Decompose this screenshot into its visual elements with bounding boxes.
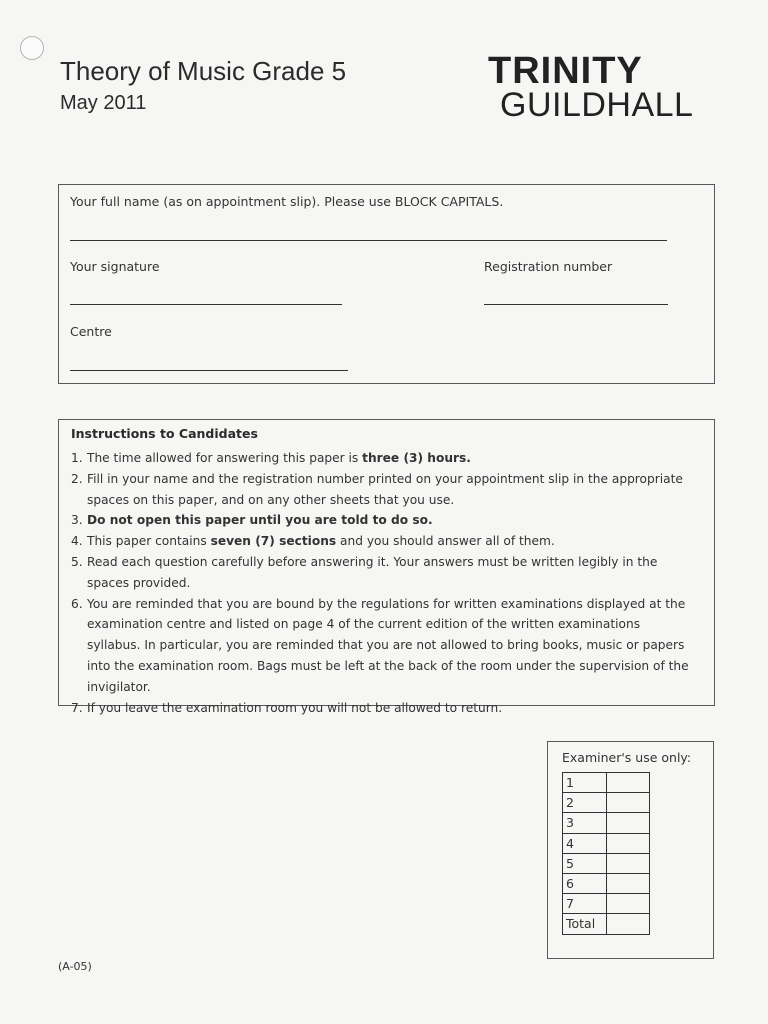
section-label: 2 <box>563 793 607 813</box>
section-label: 5 <box>563 853 607 873</box>
full-name-line[interactable] <box>70 240 667 241</box>
instruction-text: The time allowed for answering this paper is <box>87 451 363 465</box>
instruction-number: 1. <box>71 451 83 465</box>
table-row <box>563 853 650 873</box>
instruction-item <box>71 552 696 594</box>
instruction-item <box>71 448 696 469</box>
section-label: 7 <box>563 894 607 914</box>
table-row <box>563 793 650 813</box>
table-row <box>563 914 650 934</box>
table-row <box>563 833 650 853</box>
section-label: 6 <box>563 873 607 893</box>
instruction-number: 2. <box>71 471 83 486</box>
instruction-number: 4. <box>71 534 83 549</box>
centre-line[interactable] <box>70 370 348 371</box>
instruction-number: 6. <box>71 596 83 611</box>
mark-cell[interactable] <box>607 813 650 833</box>
instruction-item <box>71 510 696 531</box>
instruction-item <box>71 594 696 698</box>
table-row <box>563 813 650 833</box>
instruction-text: Fill in your name and the registration number printed on your appointment slip in the appropriate spaces on this paper, and on any other sheets that you use. <box>87 471 683 507</box>
instructions-box <box>58 419 715 715</box>
instruction-text: three (3) hours. <box>362 451 471 465</box>
logo-guildhall: GUILDHALL <box>500 86 694 124</box>
table-row <box>563 894 650 914</box>
instruction-item <box>71 469 696 511</box>
page-title: Theory of Music Grade 5 <box>60 56 347 86</box>
instruction-number: 7. <box>71 700 83 715</box>
instruction-text: This paper contains <box>87 534 211 549</box>
punch-hole <box>20 36 44 60</box>
instruction-number: 3. <box>71 513 83 528</box>
registration-number-label: Registration number <box>484 259 613 274</box>
examiner-use-title: Examiner's use only: <box>562 750 692 765</box>
table-row <box>563 873 650 893</box>
candidate-details-box <box>58 184 715 384</box>
mark-cell[interactable] <box>607 914 650 934</box>
mark-cell[interactable] <box>607 833 650 853</box>
full-name-label: Your full name (as on appointment slip). Please use BLOCK CAPITALS. <box>70 194 504 209</box>
table-row <box>563 773 650 793</box>
signature-label: Your signature <box>70 259 160 274</box>
instruction-text: You are reminded that you are bound by the regulations for written examinations displayed at the examination centre and listed on page 4 of the current edition of the written examinations syllabus. In particular, you are reminded that you are not allowed to bring books, music or papers into the examination room. Bags must be left at the back of the room under the supervision of the invigilator. <box>87 596 689 694</box>
instruction-text: and you should answer all of them. <box>336 534 555 549</box>
instructions-heading: Instructions to Candidates <box>71 426 258 441</box>
instruction-text: If you leave the examination room you will not be allowed to return. <box>87 700 503 715</box>
section-label: 3 <box>563 813 607 833</box>
paper-code: (A-05) <box>58 960 92 973</box>
instructions-list <box>71 448 696 718</box>
section-label: 4 <box>563 833 607 853</box>
mark-cell[interactable] <box>607 894 650 914</box>
logo-trinity: TRINITY <box>488 50 643 92</box>
mark-cell[interactable] <box>607 793 650 813</box>
mark-cell[interactable] <box>607 773 650 793</box>
examiner-marks-table <box>562 772 650 935</box>
section-label: Total <box>563 914 607 934</box>
registration-number-line[interactable] <box>484 304 668 305</box>
instruction-text: Read each question carefully before answering it. Your answers must be written legibly in the spaces provided. <box>87 554 658 590</box>
examiner-use-box <box>547 741 714 959</box>
centre-label: Centre <box>70 324 112 339</box>
instruction-text: Do not open this paper until you are told to do so. <box>87 513 433 528</box>
instruction-item <box>71 698 696 719</box>
mark-cell[interactable] <box>607 873 650 893</box>
instruction-number: 5. <box>71 554 83 569</box>
instruction-text: seven (7) sections <box>210 534 337 549</box>
exam-date: May 2011 <box>60 92 147 114</box>
section-label: 1 <box>563 773 607 793</box>
instruction-item <box>71 531 696 552</box>
mark-cell[interactable] <box>607 853 650 873</box>
signature-line[interactable] <box>70 304 342 305</box>
